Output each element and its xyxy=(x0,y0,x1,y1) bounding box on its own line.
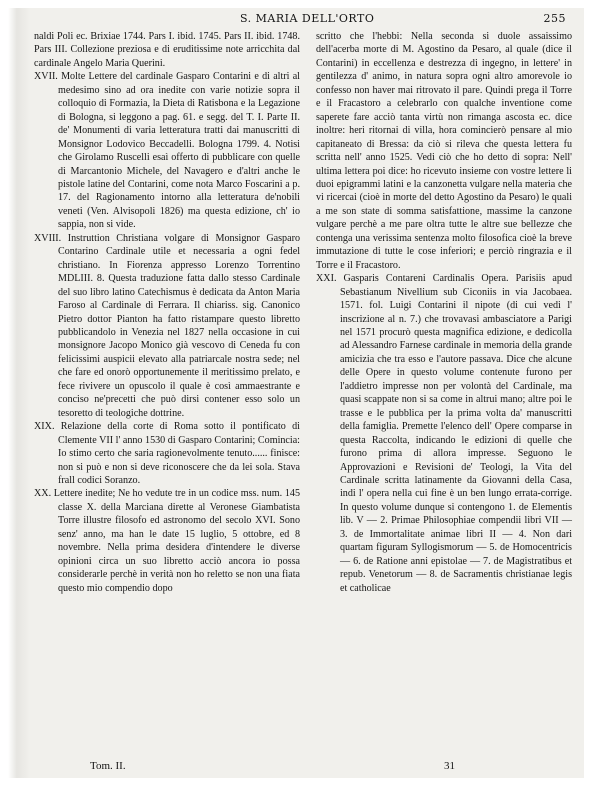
left-paragraph-continuation: naldi Poli ec. Brixiae 1744. Pars I. ibid. 1745. Pars II. ibid. 1748. Pars III. Collezione preziosa e di eruditissime note arricchita dal cardinale Angelo Maria Querini. xyxy=(34,31,300,69)
volume-signature: Tom. II. xyxy=(90,760,126,772)
entry-xviii: XVIII. Instruttion Christiana volgare di Monsignor Gasparo Contarino Cardinale utile et necessaria a ogni fedel christiano. In Fiorenza appresso Lorenzo Torrentino MDLIII. 8. Questa traduzione fatta dallo stesso Cardinale del suo libro latino Catechismus è dedicata da Anton Maria Faroso al Cardinale di Ferrara. Il chiariss. sig. Canonico Pietro dottor Pianton ha fatto ristampare questo libretto pubblicandolo in Venezia nel 1827 nella occasione in cui monsignore Jacopo Monico già vescovo di Ceneda fu con felicissimi auspicii elevato alla patriarcale nostra sede; nel che fare ed onorò opportunemente il meritissimo prelato, e fece rivivere un opuscolo il quale è così ammaestrante e conciso ne'precetti che può dirsi contener esso solo un tesoretto di teologiche dottrine. xyxy=(34,232,300,419)
entry-xx: XX. Lettere inedite; Ne ho vedute tre in un codice mss. num. 145 classe X. della Marciana dirette al Veronese Giambatista Torre illustre filosofo ed astronomo del secolo XVI. Sono senz' anno, ma han le date 15 luglio, 5 ottobre, ed 8 novembre. Nella prima desidera d'intendere le diverse opinioni circa un suo libretto acciò ancora io possa considerarle perchè in verità non ho reletto se non una fiata questo mio compendio dopo xyxy=(34,488,300,594)
right-column xyxy=(316,30,572,595)
entry-xix: XIX. Relazione della corte di Roma sotto il pontificato di Clemente VII l' anno 1530 di Gasparo Contarini; Comincia: Io stimo certo che saria ragionevolmente tenuto...... finisce: non si può e non si deve riconoscere che da lei sola. Stava frall codici Soranzo. xyxy=(34,421,300,486)
entry-xvii: XVII. Molte Lettere del cardinale Gasparo Contarini e di altri al medesimo sino ad ora inedite con varie notizie sopra il colloquio di Formazia, la Dieta di Ratisbona e la Legazione di Bologna, si leggono a pag. 61. e segg. del T. I. Parte II. de' Monumenti di varia letteratura tratti dai manuscritti di Monsignor Lodovico Beccadelli. Bologna 1799. 4. Notisi che Girolamo Ruscelli esaì offerto di pubblicare con quelle di Marcantonio Michele, del Navagero e d'altri anche le pistole latine del Contarini, come nota Marco Foscarini a p. 17. del Ragionamento intorno alla letteratura de'nobili veneti (Ven. Alvisopoli 1826) ma questa edizione, ch' io sappia, non si vide. xyxy=(34,71,300,231)
entry-xxi: XXI. Gasparis Contareni Cardinalis Opera. Parisiis apud Sebastianum Nivellium sub Ciconiis in via Jacobaea. 1571. fol. Luigi Contarini il nipote (di cui vedi l' inscrizione al n. 7.) che trovavasi ambasciatore a Parigi nel 1571 procurò questa magnifica edizione, e dedicolla ad Alessandro Farnese cardinale in memoria della grande amicizia che tra esso e l'autore passava. Dice che alcune delle Opere in questo volume contenute furono per l'addietro impresse non per volontà del Cardinale, ma quasi scappate non si sa come in altrui mano; altre poi le trasse e le pubblica per la prima volta da' manuscritti della famiglia. Premette l'elenco dell' Opere comparse in questa Raccolta, indicando le edizioni di quelle che furono prima di allora impresse. Seguono le Approvazioni e Revisioni de' Teologi, la Vita del Cardinale scritta latinamente da Giovanni della Casa, indi l' opera nella cui fine è un ben lungo errata-corrige. In questo volume dunque si contengono 1. de Elementis lib. V — 2. Primae Philosophiae compendii libri VII — 3. de Immortalitate animae libri II — 4. Non dari quartam figuram Syllogismorum — 5. de Homocentricis — 6. de Ratione anni epistolae — 7. de Magistratibus et repub. Venetorum — 8. de Sacramentis christianae legis et catholicae xyxy=(316,273,572,594)
right-paragraph-continuation: scritto che l'hebbi: Nella seconda si duole assaissimo dell'acerba morte di M. Agostino da Pesaro, al quale (dice il Contarini) in eccellenza e destrezza di ingegno, in lettere' in gentilezza d' animo, in natura sopra ogni altro amorevole io confesso non haver mai ritrovato il pare. Quindi prega il Torre e il Fracastoro a celebrarlo con qualche inventione come saperete fare acciò tanta virtù non rimanga ascosta ec. dice inoltre: heri ritornai di villa, hora comincierò pensare al mio capitaneato di Bressa: da ciò si rileva che questa lettera fu scritta nell' anno 1525. Vedi ciò che ho detto di sopra: Nell' ultima lettera poi dice: ho ricevuto insieme con vostre lettere li duoi epigrammi latini e la canzonetta vulgare nella materia che vi ricercai (cioè in morte del detto Agostino da Pesaro) le quali a me son state di somma satisfattione, massime la canzone vulgare perchè a me pare oltra tutte le altre sue bellezze che contenga una verissima sentenza molto filosofica cioè la breve immutazione di tutte le cose inferiori; e perciò ringrazia e il Torre e il Fracastoro. xyxy=(316,31,572,271)
book-page xyxy=(8,8,584,778)
page-gutter-shadow xyxy=(8,8,30,778)
page-number: 255 xyxy=(543,12,566,25)
left-column xyxy=(34,30,300,595)
running-title: S. MARIA DELL'ORTO xyxy=(240,12,375,25)
sheet-mark: 31 xyxy=(444,760,455,772)
